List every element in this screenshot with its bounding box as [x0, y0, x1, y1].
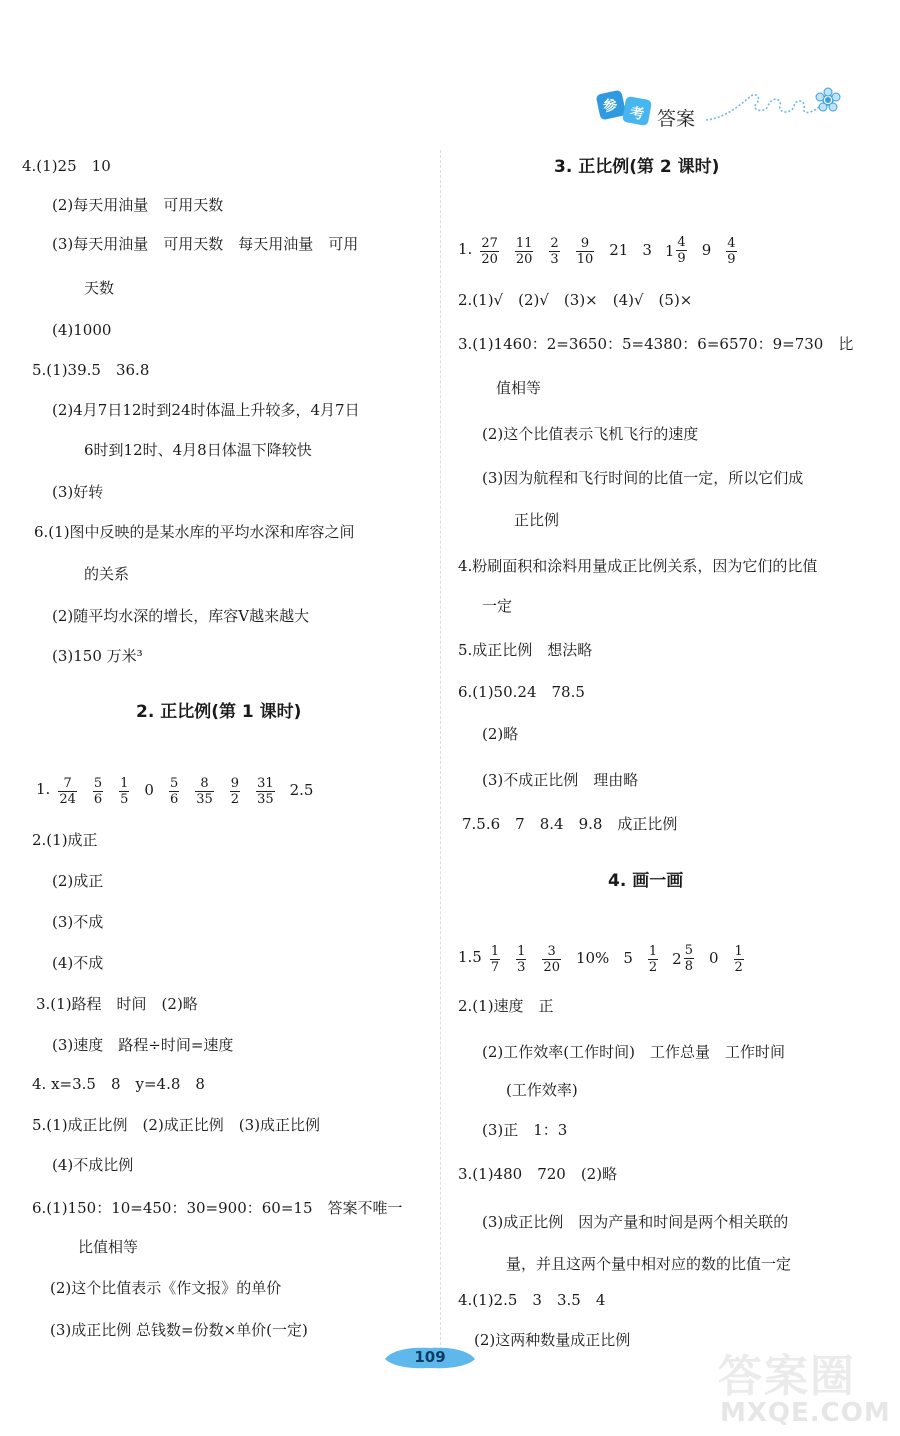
whole-part: 2 [672, 949, 682, 968]
section-title: 3. 正比例(第 2 课时) [554, 157, 720, 177]
numerator: 5 [93, 775, 103, 791]
fraction [640, 941, 666, 975]
answer-line: 6.(1)150：10=450：30=900：60=15 答案不唯一 [32, 1199, 403, 1217]
answer-line: 7.5.6 7 8.4 9.8 成正比例 [462, 815, 678, 833]
page-number: 109 [414, 1348, 446, 1366]
answer-line: (3)成正比例 因为产量和时间是两个相关联的 [482, 1213, 789, 1231]
denominator: 20 [515, 251, 533, 267]
fraction [50, 773, 85, 807]
fraction [718, 233, 744, 267]
denominator: 20 [481, 251, 498, 267]
answer-value: 0 [708, 949, 719, 967]
denominator: 20 [543, 959, 560, 975]
fraction [111, 773, 137, 807]
whole-part: 1 [664, 241, 675, 260]
answer-line: (3)正 1：3 [482, 1121, 568, 1139]
numerator: 8 [195, 776, 214, 792]
fraction [726, 941, 752, 975]
numerator: 1 [490, 943, 500, 959]
answer-line: (3)成正比例 总钱数=份数×单价(一定) [50, 1321, 308, 1339]
answer-line: 6.(1)图中反映的是某水库的平均水深和库容之间 [34, 523, 355, 541]
answer-line: 5.(1)成正比例 (2)成正比例 (3)成正比例 [32, 1116, 321, 1134]
answer-line: (3)不成正比例 理由略 [482, 771, 639, 789]
answer-line: 天数 [84, 279, 115, 297]
numerator: 5 [169, 775, 179, 791]
denominator: 35 [257, 791, 274, 807]
fraction-row [36, 772, 320, 807]
numerator: 27 [481, 235, 498, 251]
answer-line: 比值相等 [78, 1238, 139, 1256]
numerator: 4 [727, 235, 736, 251]
denominator: 9 [677, 251, 686, 266]
numerator: 1 [120, 775, 129, 791]
header-char-2: 考 [628, 104, 646, 124]
fraction [472, 233, 507, 267]
denominator: 2 [230, 791, 240, 807]
denominator: 2 [734, 959, 743, 975]
fraction [534, 941, 569, 975]
answer-line: (2)这个比值表示飞机飞行的速度 [482, 425, 699, 443]
answer-line: 3.(1)路程 时间 (2)略 [36, 995, 198, 1013]
denominator: 6 [93, 791, 103, 807]
answer-value: 9 [701, 241, 712, 259]
answer-line: 正比例 [514, 511, 560, 529]
denominator: 3 [517, 959, 526, 975]
fraction [161, 773, 187, 807]
answer-line: 4. x=3.5 8 y=4.8 8 [32, 1075, 205, 1093]
denominator: 7 [490, 959, 500, 975]
numerator: 2 [550, 235, 559, 251]
numerator: 9 [230, 775, 240, 791]
section-title: 4. 画一画 [608, 871, 684, 891]
numerator: 31 [257, 775, 274, 791]
denominator: 24 [59, 791, 76, 807]
watermark-logo: 答案圈 [718, 1351, 856, 1402]
answer-line: 值相等 [496, 379, 542, 397]
fraction [508, 941, 534, 975]
numerator: 1 [734, 943, 743, 959]
answer-line: (3)速度 路程÷时间=速度 [52, 1036, 234, 1054]
fraction [482, 941, 508, 975]
section-title: 2. 正比例(第 1 课时) [136, 702, 302, 722]
question-number: 1. [36, 780, 51, 798]
denominator: 9 [727, 251, 736, 267]
denominator: 3 [550, 251, 559, 267]
question-number: 1. [458, 240, 473, 258]
numerator: 5 [684, 943, 693, 958]
answer-value: 0 [144, 781, 154, 799]
answer-line: (工作效率) [506, 1081, 578, 1099]
fraction [666, 941, 702, 976]
answer-line: (3)好转 [52, 483, 104, 501]
fraction [222, 773, 248, 807]
answer-line: (2)这个比值表示《作文报》的单价 [50, 1279, 282, 1297]
answer-line: 5.(1)39.5 36.8 [32, 361, 150, 379]
answer-line: 6.(1)50.24 78.5 [458, 683, 585, 701]
answer-line: 3.(1)1460：2=3650：5=4380：6=6570：9=730 比 [458, 335, 854, 353]
answer-line: (2)工作效率(工作时间) 工作总量 工作时间 [482, 1043, 785, 1061]
answer-line: (2)这两种数量成正比例 [474, 1331, 631, 1349]
fraction [507, 233, 542, 267]
answer-line: (4)不成 [52, 954, 104, 972]
header-title: 答案 [657, 108, 696, 130]
flower-icon [816, 88, 840, 111]
denominator: 8 [684, 959, 693, 974]
numerator: 4 [677, 235, 686, 250]
answer-line: (4)1000 [52, 321, 112, 339]
fraction [248, 773, 283, 807]
denominator: 35 [196, 791, 213, 807]
answer-line: 2.(1)速度 正 [458, 997, 554, 1015]
numerator: 1 [517, 943, 526, 959]
answer-value: 2.5 [289, 781, 314, 799]
question-number: 1.5 [458, 948, 482, 966]
answer-line: (3)150 万米³ [52, 647, 143, 665]
watermark-url: MXQE.COM [720, 1398, 891, 1428]
denominator: 2 [648, 959, 658, 975]
numerator: 9 [576, 236, 595, 252]
answer-line: 4.粉刷面积和涂料用量成正比例关系，因为它们的比值 [458, 557, 818, 575]
answer-line: (2)4月7日12时到24时体温上升较多，4月7日 [52, 401, 360, 419]
answer-line: 的关系 [84, 565, 130, 583]
answer-line: 量，并且这两个量中相对应的数的比值一定 [506, 1255, 792, 1273]
fraction [659, 233, 695, 268]
answer-line: 6时到12时、4月8日体温下降较快 [84, 441, 312, 459]
fraction-row [458, 232, 745, 268]
denominator: 10 [576, 251, 594, 267]
header-char-1: 参 [601, 96, 619, 116]
answer-value: 5 [623, 949, 633, 967]
answer-line: (3)因为航程和飞行时间的比值一定，所以它们成 [482, 469, 804, 487]
answer-line: (2)随平均水深的增长，库容V越来越大 [52, 607, 310, 625]
numerator: 1 [648, 943, 658, 959]
answer-line: 3.(1)480 720 (2)略 [458, 1165, 618, 1183]
answer-line: 2.(1)成正 [32, 831, 98, 849]
answer-value: 3 [642, 241, 652, 259]
answer-value: 21 [609, 241, 629, 259]
numerator: 3 [542, 944, 561, 960]
numerator: 11 [515, 235, 533, 251]
fraction [568, 233, 603, 267]
denominator: 6 [169, 791, 179, 807]
answer-line: 一定 [482, 597, 513, 615]
fraction [187, 773, 222, 807]
answer-line: (2)每天用油量 可用天数 [52, 196, 224, 214]
fraction-row [458, 940, 752, 976]
answer-line: (2)成正 [52, 872, 104, 890]
answer-line: (2)略 [482, 725, 519, 743]
numerator: 7 [58, 776, 77, 792]
answer-line: 4.(1)25 10 [22, 157, 111, 175]
answer-line: (3)不成 [52, 913, 104, 931]
answer-line: 2.(1)√ (2)√ (3)× (4)√ (5)× [458, 291, 693, 309]
answer-line: 5.成正比例 想法略 [458, 641, 593, 659]
column-divider [440, 150, 441, 1350]
answer-value: 10% [575, 949, 610, 967]
answer-line: (4)不成比例 [52, 1156, 134, 1174]
denominator: 5 [120, 791, 129, 807]
answer-line: (3)每天用油量 可用天数 每天用油量 可用 [52, 235, 359, 253]
fraction [85, 773, 111, 807]
answer-line: 4.(1)2.5 3 3.5 4 [458, 1291, 606, 1309]
fraction [541, 233, 567, 267]
